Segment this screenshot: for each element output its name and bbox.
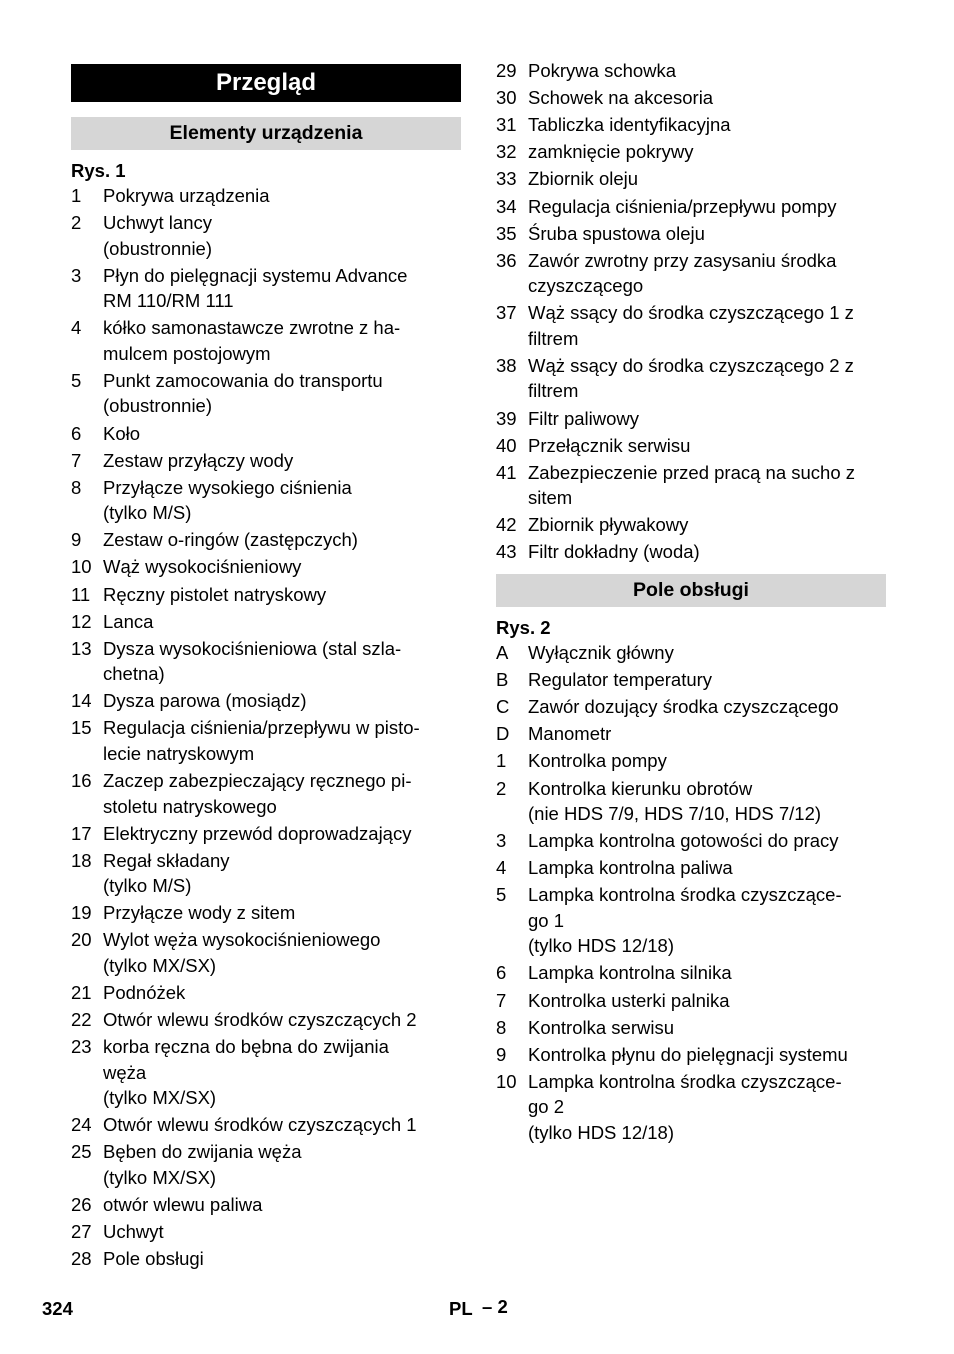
item-text — [528, 433, 886, 459]
item-text — [103, 315, 461, 366]
item-number: 3 — [71, 264, 82, 286]
item-number: 26 — [71, 1194, 92, 1215]
item-text — [528, 988, 886, 1014]
item-line: chetna) — [103, 663, 165, 685]
item-number: 17 — [71, 822, 92, 844]
item-number: 38 — [496, 354, 517, 376]
item-line: Lanca — [103, 610, 154, 632]
item-number: 1 — [71, 185, 82, 206]
item-text — [103, 900, 461, 926]
item-text — [103, 475, 461, 526]
item-line: Otwór wlewu środków czyszczących 1 — [103, 1114, 417, 1136]
item-line: go 2 — [528, 1096, 565, 1118]
item-number: 30 — [496, 87, 517, 109]
item-line: (tylko MX/SX) — [103, 1087, 217, 1109]
item-number: 33 — [496, 168, 517, 190]
item-line: Regulator temperatury — [528, 669, 713, 691]
item-line: węża — [103, 1061, 147, 1083]
item-line: Elektryczny przewód doprowadzający — [103, 822, 412, 844]
item-line: Lampka kontrolna środka czyszczące- — [528, 884, 842, 906]
item-number: 24 — [71, 1114, 92, 1136]
item-line: Bęben do zwijania węża — [103, 1141, 302, 1163]
item-number: 7 — [496, 989, 507, 1011]
item-number: 12 — [71, 610, 92, 632]
item-line: Przełącznik serwisu — [528, 434, 691, 456]
section-page-number — [482, 1296, 508, 1318]
item-number: 9 — [496, 1043, 507, 1065]
item-text — [528, 139, 886, 165]
item-text — [528, 667, 886, 693]
item-number: 42 — [496, 514, 517, 536]
item-text — [528, 300, 886, 351]
item-text — [528, 166, 886, 192]
item-line: Zawór zwrotny przy zasysaniu środka — [528, 249, 837, 271]
item-number: 15 — [71, 717, 92, 739]
item-number: B — [496, 669, 509, 691]
item-number: 9 — [71, 529, 82, 551]
item-number: 1 — [496, 750, 507, 772]
item-text — [528, 748, 886, 774]
item-text — [528, 460, 886, 511]
item-number: 41 — [496, 461, 517, 483]
item-number: 32 — [496, 141, 517, 163]
item-line: Wąż wysokociśnieniowy — [103, 556, 302, 578]
item-line: (tylko M/S) — [103, 875, 192, 897]
item-line: Regulacja ciśnienia/przepływu w pisto- — [103, 717, 420, 739]
item-number: 22 — [71, 1009, 92, 1031]
section-heading-control-panel: Pole obsługi — [496, 574, 886, 607]
item-text — [528, 112, 886, 138]
item-line: Lampka kontrolna środka czyszczące- — [528, 1070, 842, 1092]
item-line: Pole obsługi — [103, 1248, 204, 1270]
item-line: (obustronnie) — [103, 237, 213, 259]
page-title: Przegląd — [71, 64, 461, 102]
item-number: 37 — [496, 302, 517, 324]
item-number: 34 — [496, 195, 517, 217]
item-line: Zestaw o-ringów (zastępczych) — [103, 529, 358, 551]
item-number: 5 — [71, 369, 82, 391]
item-text — [103, 1034, 461, 1111]
item-line: (tylko MX/SX) — [103, 1166, 217, 1188]
item-line: Filtr paliwowy — [528, 407, 640, 429]
item-text — [528, 721, 886, 747]
item-line: Kontrolka kierunku obrotów — [528, 777, 753, 799]
item-text — [528, 855, 886, 881]
item-text — [103, 527, 461, 553]
item-text — [103, 582, 461, 608]
item-line: Pokrywa schowka — [528, 60, 677, 81]
item-text — [103, 554, 461, 580]
item-text — [103, 848, 461, 899]
item-line: Koło — [103, 422, 141, 444]
item-text — [103, 636, 461, 687]
item-line: (tylko M/S) — [103, 502, 192, 524]
page-number: 324 — [42, 1298, 73, 1319]
item-line: mulcem postojowym — [103, 342, 271, 364]
item-line: (obustronnie) — [103, 395, 213, 417]
item-text — [103, 1007, 461, 1033]
item-text — [103, 1112, 461, 1138]
item-number: 4 — [71, 317, 82, 339]
item-line: (nie HDS 7/9, HDS 7/10, HDS 7/12) — [528, 803, 822, 824]
item-line: Pokrywa urządzenia — [103, 185, 270, 206]
item-text — [528, 1069, 886, 1146]
item-line: Tabliczka identyfikacyjna — [528, 114, 731, 136]
item-line: (tylko HDS 12/18) — [528, 935, 674, 957]
item-line: Kontrolka usterki palnika — [528, 989, 730, 1011]
item-line: czyszczącego — [528, 275, 644, 297]
item-line: Schowek na akcesoria — [528, 87, 714, 109]
section-page: 2 — [497, 1296, 508, 1317]
item-number: C — [496, 696, 510, 718]
item-text — [103, 980, 461, 1006]
item-line: Regał składany — [103, 849, 230, 871]
item-text — [528, 58, 886, 84]
item-text — [528, 960, 886, 986]
item-number: 19 — [71, 902, 92, 924]
item-line: Ręczny pistolet natryskowy — [103, 583, 327, 605]
dash-separator: – — [482, 1296, 493, 1317]
item-line: Wąż ssący do środka czyszczącego 2 z — [528, 354, 854, 376]
figure-label-2: Rys. 2 — [496, 617, 551, 638]
item-line: Płyn do pielęgnacji systemu Advance — [103, 264, 408, 286]
item-text — [528, 882, 886, 959]
item-line: Wąż ssący do środka czyszczącego 1 z — [528, 302, 854, 324]
item-line: Kontrolka płynu do pielęgnacji systemu — [528, 1043, 848, 1065]
item-number: 5 — [496, 884, 507, 906]
item-text — [103, 927, 461, 978]
item-text — [528, 85, 886, 111]
item-number: A — [496, 642, 509, 663]
item-number: 25 — [71, 1141, 92, 1163]
item-text — [528, 512, 886, 538]
item-number: 11 — [71, 583, 91, 605]
item-number: 4 — [496, 857, 507, 879]
item-line: Dysza wysokociśnieniowa (stal szla- — [103, 637, 402, 659]
item-number: 7 — [71, 449, 82, 471]
item-line: Wyłącznik główny — [528, 642, 674, 663]
item-line: Regulacja ciśnienia/przepływu pompy — [528, 195, 837, 217]
item-number: 2 — [71, 212, 82, 234]
item-line: Zbiornik pływakowy — [528, 514, 689, 536]
item-line: zamknięcie pokrywy — [528, 141, 694, 163]
item-text — [528, 828, 886, 854]
item-line: go 1 — [528, 909, 565, 931]
item-text — [528, 248, 886, 299]
item-number: 10 — [71, 556, 92, 578]
item-line: Zawór dozujący środka czyszczącego — [528, 696, 839, 718]
item-number: 3 — [496, 830, 507, 852]
item-text — [103, 715, 461, 766]
item-line: Zabezpieczenie przed pracą na sucho z — [528, 461, 856, 483]
item-text — [528, 406, 886, 432]
item-line: Otwór wlewu środków czyszczących 2 — [103, 1009, 417, 1031]
item-text — [103, 1219, 461, 1245]
item-number: D — [496, 723, 510, 745]
item-text — [528, 353, 886, 404]
item-number: 13 — [71, 637, 92, 659]
item-text — [103, 1139, 461, 1190]
item-number: 14 — [71, 690, 92, 712]
item-line: Wylot węża wysokociśnieniowego — [103, 929, 381, 951]
item-line: otwór wlewu paliwa — [103, 1194, 263, 1215]
item-number: 29 — [496, 60, 517, 81]
item-line: Przyłącze wody z sitem — [103, 902, 296, 924]
item-line: Punkt zamocowania do transportu — [103, 369, 383, 391]
item-text — [528, 539, 886, 565]
item-text — [528, 694, 886, 720]
item-number: 40 — [496, 434, 517, 456]
item-line: Filtr dokładny (woda) — [528, 541, 700, 563]
item-line: Przyłącze wysokiego ciśnienia — [103, 476, 352, 498]
item-line: Uchwyt — [103, 1221, 164, 1243]
item-line: kółko samonastawcze zwrotne z ha- — [103, 317, 401, 339]
item-line: Zaczep zabezpieczający ręcznego pi- — [103, 770, 412, 791]
item-line: Uchwyt lancy — [103, 212, 212, 234]
item-text — [103, 263, 461, 314]
item-line: filtrem — [528, 327, 579, 349]
item-text — [528, 640, 886, 666]
item-number: 6 — [496, 962, 507, 984]
item-line: Zbiornik oleju — [528, 168, 639, 190]
item-number: 31 — [496, 114, 517, 136]
figure-label-1: Rys. 1 — [71, 160, 126, 181]
item-number: 36 — [496, 249, 517, 271]
item-number: 6 — [71, 422, 82, 444]
item-line: Kontrolka pompy — [528, 750, 667, 772]
item-line: Podnóżek — [103, 982, 186, 1003]
item-number: 16 — [71, 770, 92, 791]
item-line: Zestaw przyłączy wody — [103, 449, 294, 471]
item-number: 39 — [496, 407, 517, 429]
item-text — [103, 609, 461, 635]
item-line: sitem — [528, 487, 573, 509]
item-text — [103, 421, 461, 447]
item-text — [103, 183, 461, 209]
item-text — [528, 776, 886, 827]
item-text — [103, 210, 461, 261]
item-text — [103, 821, 461, 847]
item-line: Kontrolka serwisu — [528, 1016, 675, 1038]
item-line: filtrem — [528, 380, 579, 402]
item-number: 8 — [496, 1016, 507, 1038]
item-number: 27 — [71, 1221, 92, 1243]
item-line: Śruba spustowa oleju — [528, 222, 705, 244]
item-number: 28 — [71, 1248, 92, 1270]
item-text — [103, 768, 461, 819]
item-number: 35 — [496, 222, 517, 244]
item-number: 8 — [71, 476, 82, 498]
item-number: 10 — [496, 1070, 517, 1092]
item-line: lecie natryskowym — [103, 742, 255, 764]
item-number: 23 — [71, 1036, 92, 1058]
item-line: RM 110/RM 111 — [103, 290, 234, 312]
item-text — [103, 368, 461, 419]
item-line: Lampka kontrolna silnika — [528, 962, 732, 984]
section-heading-elements: Elementy urządzenia — [71, 117, 461, 150]
item-text — [103, 688, 461, 714]
item-text — [528, 1015, 886, 1041]
item-line: Lampka kontrolna paliwa — [528, 857, 733, 879]
item-line: (tylko HDS 12/18) — [528, 1121, 674, 1143]
item-number: 21 — [71, 982, 92, 1003]
item-text — [103, 448, 461, 474]
item-line: Manometr — [528, 723, 612, 745]
item-number: 18 — [71, 849, 92, 871]
item-text — [528, 221, 886, 247]
item-number: 43 — [496, 541, 517, 563]
item-text — [103, 1246, 461, 1272]
language-code: PL — [449, 1298, 473, 1319]
item-line: (tylko MX/SX) — [103, 954, 217, 976]
item-line: Dysza parowa (mosiądz) — [103, 690, 307, 712]
item-text — [528, 194, 886, 220]
item-line: Lampka kontrolna gotowości do pracy — [528, 830, 839, 852]
item-text — [103, 1192, 461, 1218]
item-line: stoletu natryskowego — [103, 795, 277, 817]
item-number: 2 — [496, 777, 507, 799]
item-number: 20 — [71, 929, 92, 951]
item-line: korba ręczna do bębna do zwijania — [103, 1036, 389, 1058]
item-text — [528, 1042, 886, 1068]
